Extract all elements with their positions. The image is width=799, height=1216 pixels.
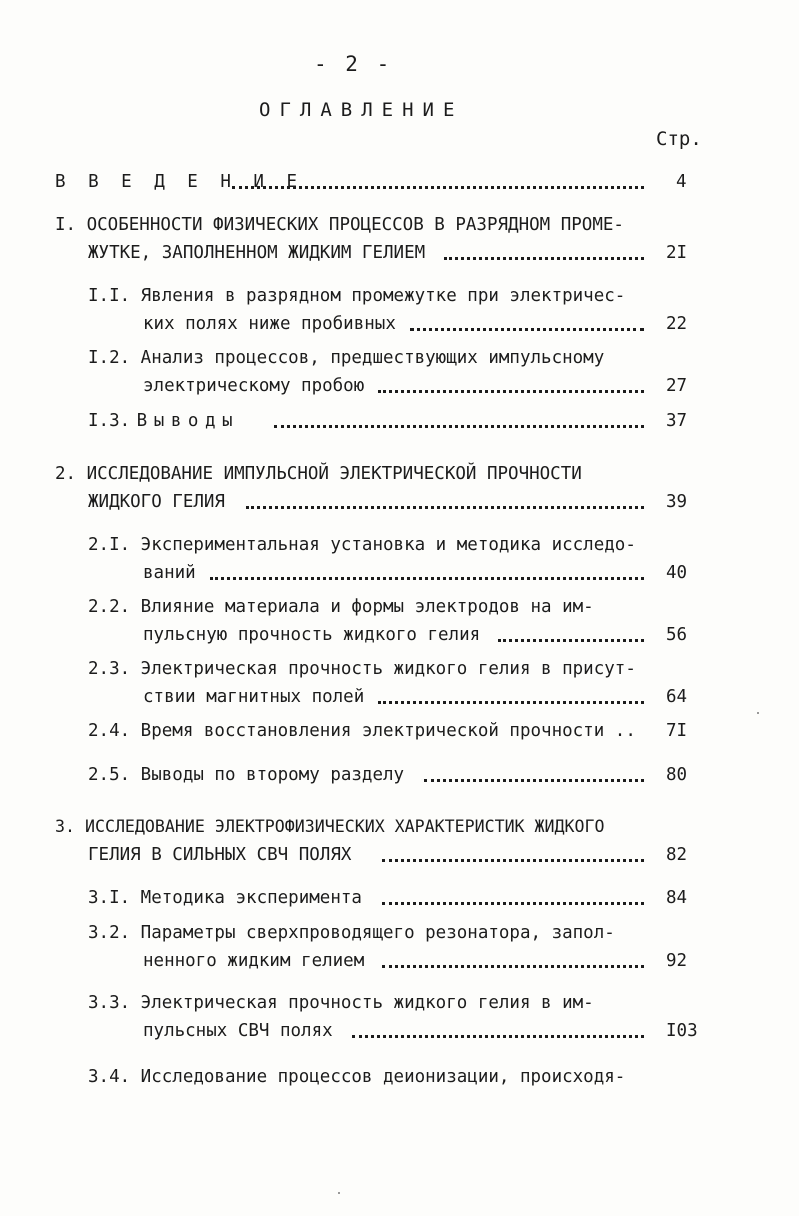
entry-text: 3.2. Параметры сверхпроводящего резонатора, запол- <box>88 923 615 943</box>
entry-page: 39 <box>666 492 688 512</box>
entry-text-cont: ствии магнитных полей <box>143 687 365 707</box>
entry-text: 2.4. Время восстановления электрической прочности .. <box>88 721 636 741</box>
entry-text-cont: пульсную прочность жидкого гелия <box>143 625 481 645</box>
entry-page: 27 <box>666 376 688 396</box>
page-number: - 2 - <box>314 52 393 76</box>
dot-leader <box>382 965 644 968</box>
toc-title: ОГЛАВЛЕНИЕ <box>259 99 464 121</box>
dot-leader <box>382 902 644 905</box>
dot-leader <box>498 639 644 642</box>
dot-leader <box>246 506 644 509</box>
dot-leader <box>378 701 644 704</box>
entry-text: 2.2. Влияние материала и формы электродов на им- <box>88 597 594 617</box>
entry-text-cont: ЖИДКОГО ГЕЛИЯ <box>88 492 225 512</box>
entry-page: 37 <box>666 411 688 431</box>
entry-text: 2. ИССЛЕДОВАНИЕ ИМПУЛЬСНОЙ ЭЛЕКТРИЧЕСКОЙ ПРОЧНОСТИ <box>55 464 582 484</box>
entry-page: 56 <box>666 625 688 645</box>
entry-text: 3. ИССЛЕДОВАНИЕ ЭЛЕКТРОФИЗИЧЕСКИХ ХАРАКТЕРИСТИК ЖИДКОГО <box>55 817 605 836</box>
entry-text-cont: ненного жидким гелием <box>143 951 365 971</box>
dot-leader <box>410 328 644 331</box>
dot-leader <box>352 1035 644 1038</box>
entry-text: I.2. Анализ процессов, предшествующих импульсному <box>88 348 605 368</box>
entry-text: 2.I. Экспериментальная установка и методика исследо- <box>88 535 636 555</box>
entry-page: 2I <box>666 243 688 263</box>
entry-text: I. ОСОБЕННОСТИ ФИЗИЧЕСКИХ ПРОЦЕССОВ В РАЗРЯДНОМ ПРОМЕ- <box>55 215 624 235</box>
entry-text-cont: ГЕЛИЯ В СИЛЬНЫХ СВЧ ПОЛЯХ <box>88 845 352 865</box>
entry-text: В В Е Д Е Н И Е <box>55 172 304 192</box>
entry-page: 64 <box>666 687 688 707</box>
dot-leader <box>382 859 644 862</box>
entry-text-cont: пульсных СВЧ полях <box>143 1021 333 1041</box>
entry-text: I.I. Явления в разрядном промежутке при электричес- <box>88 286 626 306</box>
entry-text: 2.3. Электрическая прочность жидкого гелия в присут- <box>88 659 636 679</box>
entry-page: 4 <box>676 172 687 192</box>
dot-leader <box>232 186 644 189</box>
entry-text: I.3. В ы в о д ы <box>88 411 233 431</box>
entry-page: 22 <box>666 314 688 334</box>
entry-text: 3.3. Электрическая прочность жидкого гелия в им- <box>88 993 594 1013</box>
entry-page: 92 <box>666 951 688 971</box>
dot-leader <box>378 390 644 393</box>
scan-speck <box>757 712 759 714</box>
entry-page: 7I <box>666 721 688 741</box>
entry-page: 80 <box>666 765 688 785</box>
entry-text: 3.4. Исследование процессов деионизации, происходя- <box>88 1067 626 1087</box>
entry-text-cont: ЖУТКЕ, ЗАПОЛНЕННОМ ЖИДКИМ ГЕЛИЕМ <box>88 243 426 263</box>
dot-leader <box>274 425 644 428</box>
entry-page: 84 <box>666 888 688 908</box>
dot-leader <box>210 577 644 580</box>
entry-page: 82 <box>666 845 688 865</box>
page-column-label: Стр. <box>656 128 702 150</box>
entry-text: 2.5. Выводы по второму разделу <box>88 765 405 785</box>
dot-leader <box>424 779 644 782</box>
entry-text: 3.I. Методика эксперимента <box>88 888 362 908</box>
entry-text-cont: ваний <box>143 563 196 583</box>
dot-leader <box>444 257 644 260</box>
entry-text-cont: электрическому пробою <box>143 376 365 396</box>
entry-text-cont: ких полях ниже пробивных <box>143 314 396 334</box>
scan-speck <box>338 1192 340 1194</box>
entry-page: 40 <box>666 563 688 583</box>
entry-page: I03 <box>666 1021 698 1041</box>
